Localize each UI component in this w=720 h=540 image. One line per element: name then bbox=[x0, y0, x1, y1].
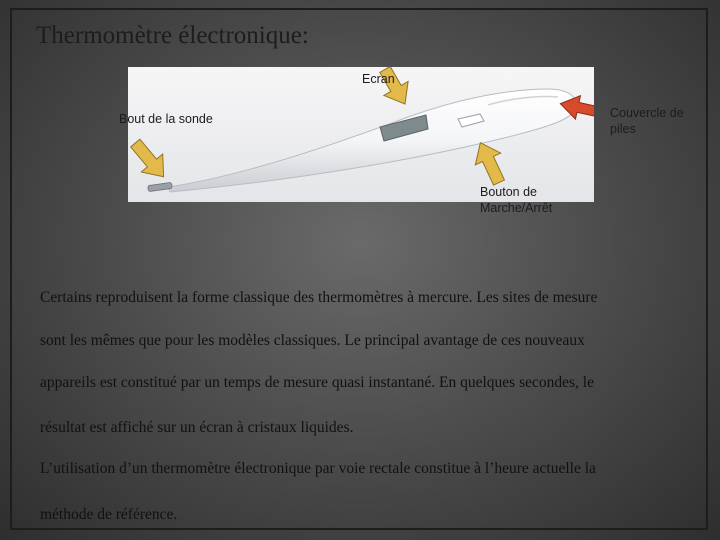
label-ecran: Ecran bbox=[362, 72, 395, 86]
slide-title: Thermomètre électronique: bbox=[36, 22, 309, 49]
thermometer-illustration bbox=[128, 67, 594, 202]
label-couvercle bbox=[610, 106, 684, 137]
body-line-1: Certains reproduisent la forme classique des thermomètres à mercure. Les sites de mesure bbox=[40, 289, 598, 306]
label-couvercle-line1: Couvercle de bbox=[610, 106, 684, 120]
label-couvercle-line2: piles bbox=[610, 121, 636, 136]
body-line-2: sont les mêmes que pour les modèles classiques. Le principal avantage de ces nouveaux bbox=[40, 332, 585, 349]
label-sonde: Bout de la sonde bbox=[119, 112, 213, 126]
label-bouton-line1: Bouton de bbox=[480, 185, 537, 199]
thermometer-image bbox=[128, 67, 594, 202]
label-bouton bbox=[480, 185, 552, 216]
body-line-6: méthode de référence. bbox=[40, 506, 178, 523]
label-bouton-line2: Marche/Arrêt bbox=[480, 200, 553, 215]
body-line-4: résultat est affiché sur un écran à cristaux liquides. bbox=[40, 419, 354, 436]
body-line-5: L’utilisation d’un thermomètre électronique par voie rectale constitue à l’heure actuelle la bbox=[40, 460, 596, 477]
body-line-3: appareils est constitué par un temps de mesure quasi instantané. En quelques secondes, le bbox=[40, 374, 594, 391]
